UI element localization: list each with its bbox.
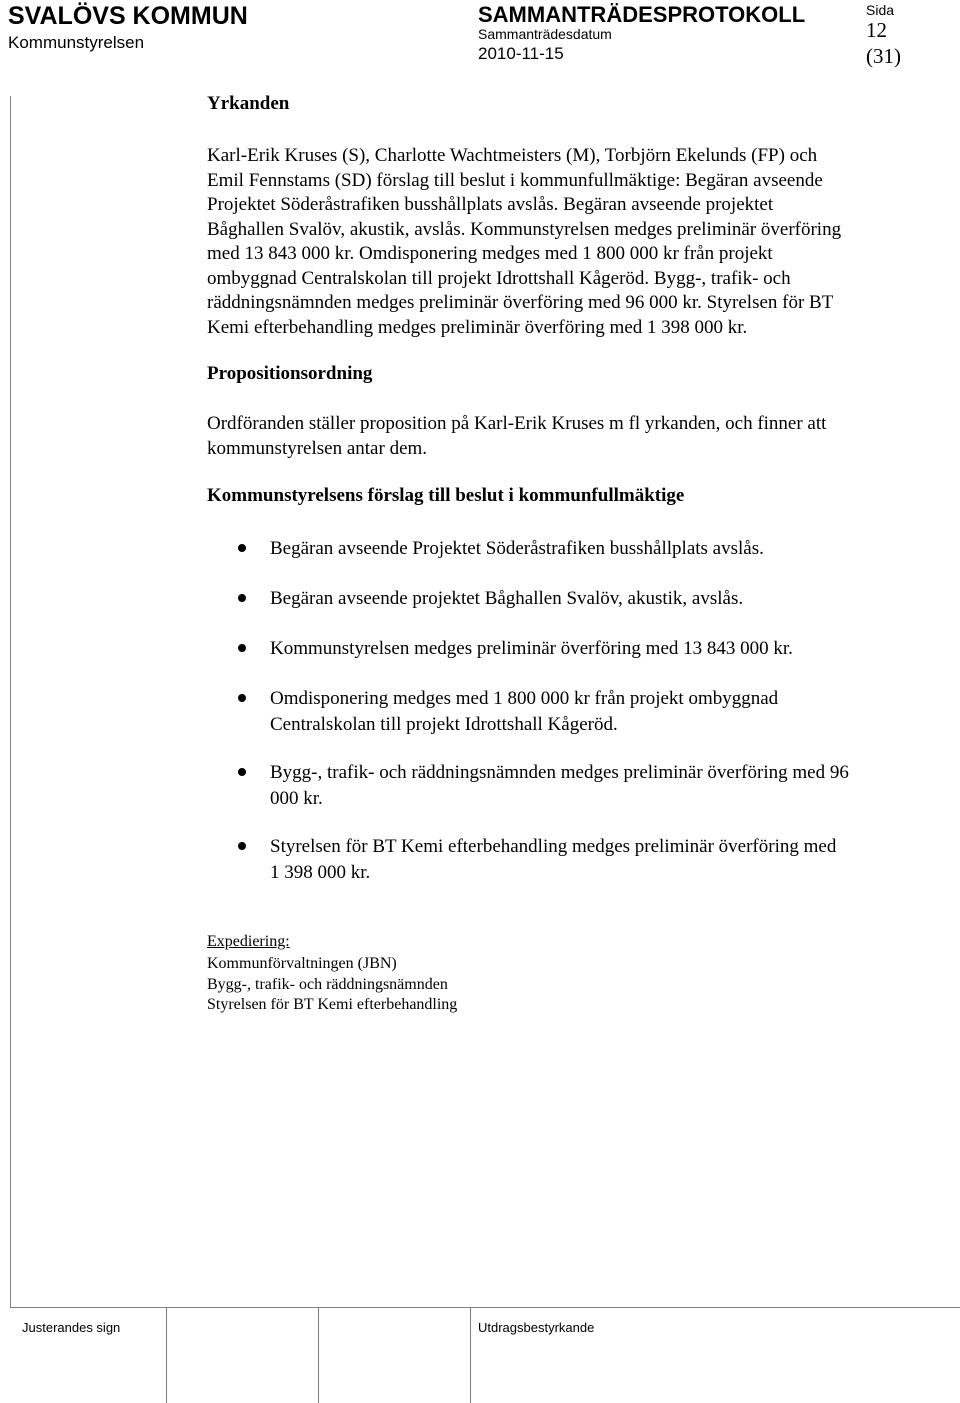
- justerandes-sign-label: Justerandes sign: [22, 1320, 121, 1335]
- paragraph-line: räddningsnämnden medges preliminär överföring med 96 000 kr. Styrelsen för BT: [207, 292, 834, 313]
- bullet-icon: [238, 842, 246, 850]
- bullet-icon: [238, 644, 246, 652]
- list-item-line: Kommunstyrelsen medges preliminär överföring med 13 843 000 kr.: [270, 638, 793, 659]
- propositionsordning-heading: Propositionsordning: [207, 363, 373, 384]
- paragraph-line: Karl-Erik Kruses (S), Charlotte Wachtmeisters (M), Torbjörn Ekelunds (FP) och: [207, 145, 818, 166]
- yrkanden-paragraph: [207, 144, 841, 340]
- page-label: Sida: [866, 2, 895, 18]
- paragraph-line: Ordföranden ställer proposition på Karl-Erik Kruses m fl yrkanden, och finner att: [207, 413, 827, 434]
- forslag-heading: Kommunstyrelsens förslag till beslut i kommunfullmäktige: [207, 485, 685, 506]
- list-item-line: Centralskolan till projekt Idrottshall Kågeröd.: [270, 713, 618, 735]
- paragraph-line: Båghallen Svalöv, akustik, avslås. Kommunstyrelsen medges preliminär överföring: [207, 218, 842, 240]
- list-item: [270, 686, 778, 737]
- list-item-line: 1 398 000 kr.: [270, 861, 371, 883]
- list-item: [270, 760, 849, 811]
- paragraph-line: ombyggnad Centralskolan till projekt Idrottshall Kågeröd. Bygg-, trafik- och: [207, 267, 791, 289]
- meeting-date-label: Sammanträdesdatum: [478, 26, 612, 42]
- list-item-line: Omdisponering medges med 1 800 000 kr från projekt ombyggnad: [270, 688, 779, 709]
- page-total: (31): [866, 44, 901, 68]
- utdragsbestyrkande-label: Utdragsbestyrkande: [478, 1320, 595, 1335]
- organization-name: SVALÖVS KOMMUN: [8, 2, 248, 30]
- footer-rule: [10, 1307, 960, 1308]
- organization-unit: Kommunstyrelsen: [8, 33, 145, 52]
- bullet-icon: [238, 694, 246, 702]
- list-item: [270, 586, 743, 612]
- recipient-item: Bygg-, trafik- och räddningsnämnden: [207, 975, 448, 993]
- recipient-item: Kommunförvaltningen (JBN): [207, 955, 397, 972]
- list-item-line: Bygg-, trafik- och räddningsnämnden medges preliminär överföring med 96: [270, 762, 849, 783]
- signature-box-divider: [470, 1307, 471, 1403]
- meeting-date-value: 2010-11-15: [478, 44, 564, 63]
- signature-box-divider: [318, 1307, 319, 1403]
- recipient-item: Styrelsen för BT Kemi efterbehandling: [207, 996, 458, 1013]
- list-item: [270, 636, 793, 662]
- list-item: [270, 536, 764, 562]
- document-type: SAMMANTRÄDESPROTOKOLL: [478, 2, 806, 27]
- margin-rule: [10, 96, 11, 1307]
- page-number: 12: [866, 18, 887, 42]
- expediering-heading: Expediering:: [207, 933, 290, 950]
- expediering-recipient-list: [207, 954, 457, 1016]
- paragraph-line: kommunstyrelsen antar dem.: [207, 437, 428, 459]
- signature-box-divider: [166, 1307, 167, 1403]
- bullet-icon: [238, 544, 246, 552]
- paragraph-line: Projektet Söderåstrafiken busshållplats avslås. Begäran avseende projektet: [207, 194, 774, 215]
- paragraph-line: Kemi efterbehandling medges preliminär överföring med 1 398 000 kr.: [207, 316, 748, 338]
- propositionsordning-paragraph: [207, 412, 826, 461]
- bullet-icon: [238, 594, 246, 602]
- list-item-line: 000 kr.: [270, 787, 323, 809]
- list-item-line: Styrelsen för BT Kemi efterbehandling medges preliminär överföring med: [270, 836, 837, 857]
- list-item: [270, 834, 836, 885]
- paragraph-line: Emil Fennstams (SD) förslag till beslut i kommunfullmäktige: Begäran avseende: [207, 169, 823, 191]
- bullet-icon: [238, 768, 246, 776]
- list-item-line: Begäran avseende Projektet Söderåstrafiken busshållplats avslås.: [270, 538, 764, 559]
- list-item-line: Begäran avseende projektet Båghallen Svalöv, akustik, avslås.: [270, 588, 744, 609]
- paragraph-line: med 13 843 000 kr. Omdisponering medges med 1 800 000 kr från projekt: [207, 243, 773, 264]
- yrkanden-heading: Yrkanden: [207, 93, 290, 114]
